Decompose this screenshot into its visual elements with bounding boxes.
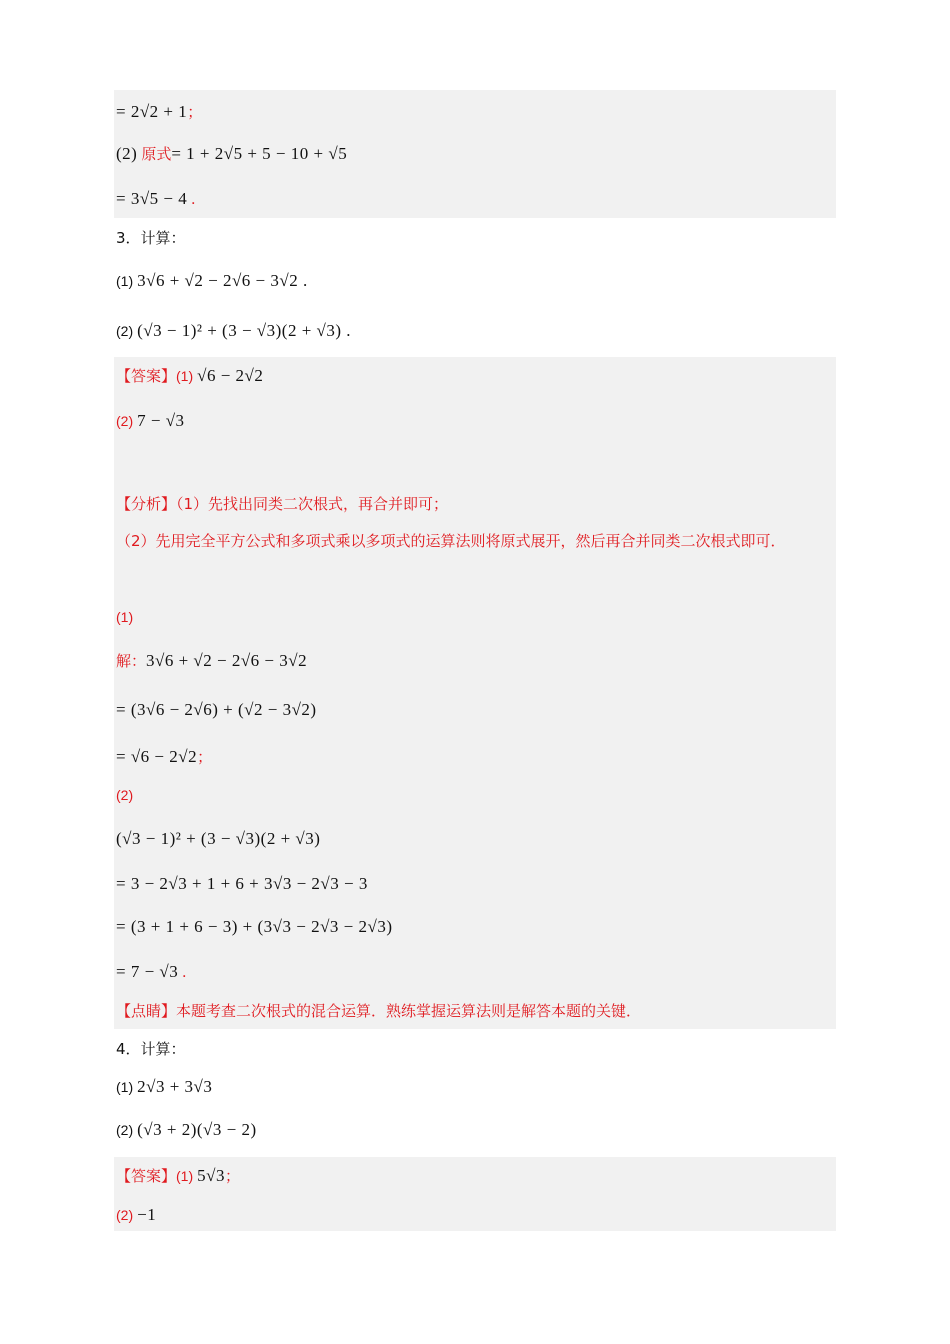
q3-solution-line-3 — [116, 746, 212, 769]
comment-text: 本题考查二次根式的混合运算．熟练掌握运算法则是解答本题的关键． — [176, 1002, 642, 1020]
answer-tag: 【答案】 — [116, 1167, 177, 1185]
part-number: (2) — [116, 323, 134, 339]
comment-tag: 【点睛】 — [116, 1002, 177, 1020]
question-3-part-2 — [116, 320, 351, 343]
math-expression: 2√3 + 3√3 — [137, 1077, 213, 1096]
q3-solution-line-6 — [116, 873, 368, 896]
punctuation: . — [191, 191, 196, 208]
math-expression: √6 − 2√2 — [197, 366, 264, 385]
q3-solution-line-5 — [116, 828, 320, 851]
math-expression: = (3√6 − 2√6) + (√2 − 3√2) — [116, 700, 317, 719]
math-expression: = 3 − 2√3 + 1 + 6 + 3√3 − 2√3 − 3 — [116, 874, 368, 893]
punctuation: . — [182, 964, 187, 981]
question-4-part-1 — [116, 1076, 212, 1099]
q3-solution-line-8 — [116, 961, 186, 984]
math-expression: 3√6 + √2 − 2√6 − 3√2 — [146, 651, 308, 670]
q3-solution-line-7 — [116, 916, 393, 939]
q3-analysis-paragraph-2: （2）先用完全平方公式和多项式乘以多项式的运算法则将原式展开，然后再合并同类二次根式即可． — [116, 532, 786, 550]
part-number: (1) — [116, 273, 134, 289]
top-line-3 — [116, 188, 195, 211]
question-4-title: 4．计算： — [116, 1040, 186, 1058]
part-number: (1) — [176, 1168, 194, 1184]
part-number: (2) — [116, 1122, 134, 1138]
math-expression: = 1 + 2√5 + 5 − 10 + √5 — [171, 144, 348, 163]
top-line-1 — [116, 101, 202, 124]
q4-answer-line-2 — [116, 1204, 156, 1227]
question-4-part-2 — [116, 1119, 257, 1142]
math-expression: 7 − √3 — [137, 411, 185, 430]
math-expression: 3√6 + √2 − 2√6 − 3√2 . — [137, 271, 308, 290]
q3-solution-part-2-number: (2) — [116, 787, 134, 803]
math-expression: (√3 + 2)(√3 − 2) — [137, 1120, 257, 1139]
q3-comment-line — [116, 1000, 641, 1023]
top-line-2 — [116, 143, 347, 166]
math-expression: = 3√5 − 4 — [116, 189, 188, 208]
solution-label: 解： — [116, 652, 147, 670]
part-number: (1) — [116, 1079, 134, 1095]
math-expression: = (3 + 1 + 6 − 3) + (3√3 − 2√3 − 2√3) — [116, 917, 393, 936]
q3-solution-line-2 — [116, 699, 317, 722]
q3-solution-line-1 — [116, 650, 307, 673]
q3-answer-line-1 — [116, 365, 263, 388]
answer-tag: 【答案】 — [116, 367, 177, 385]
question-3-part-1 — [116, 270, 308, 293]
math-expression: = 2√2 + 1 — [116, 102, 188, 121]
original-expression-label: 原式 — [141, 145, 172, 163]
punctuation: ； — [187, 103, 203, 121]
q4-answer-line-1 — [116, 1165, 240, 1188]
question-3-title: 3．计算： — [116, 229, 186, 247]
part-number: (2) — [116, 413, 134, 429]
punctuation: ； — [197, 748, 213, 766]
punctuation: ； — [224, 1167, 240, 1185]
math-expression: −1 — [137, 1205, 157, 1224]
math-expression: = √6 − 2√2 — [116, 747, 198, 766]
part-number: (2) — [116, 144, 138, 163]
analysis-tag: 【分析】 — [116, 495, 177, 513]
q3-analysis-line-1 — [116, 493, 448, 516]
part-number: (2) — [116, 1207, 134, 1223]
q3-answer-line-2 — [116, 410, 185, 433]
part-number: (1) — [176, 368, 194, 384]
analysis-text: （1）先找出同类二次根式，再合并即可； — [176, 495, 449, 513]
math-expression: 5√3 — [197, 1166, 225, 1185]
math-expression: (√3 − 1)² + (3 − √3)(2 + √3) — [116, 829, 321, 848]
math-expression: = 7 − √3 — [116, 962, 179, 981]
q3-solution-part-1-number: (1) — [116, 609, 134, 625]
math-expression: (√3 − 1)² + (3 − √3)(2 + √3) . — [137, 321, 352, 340]
